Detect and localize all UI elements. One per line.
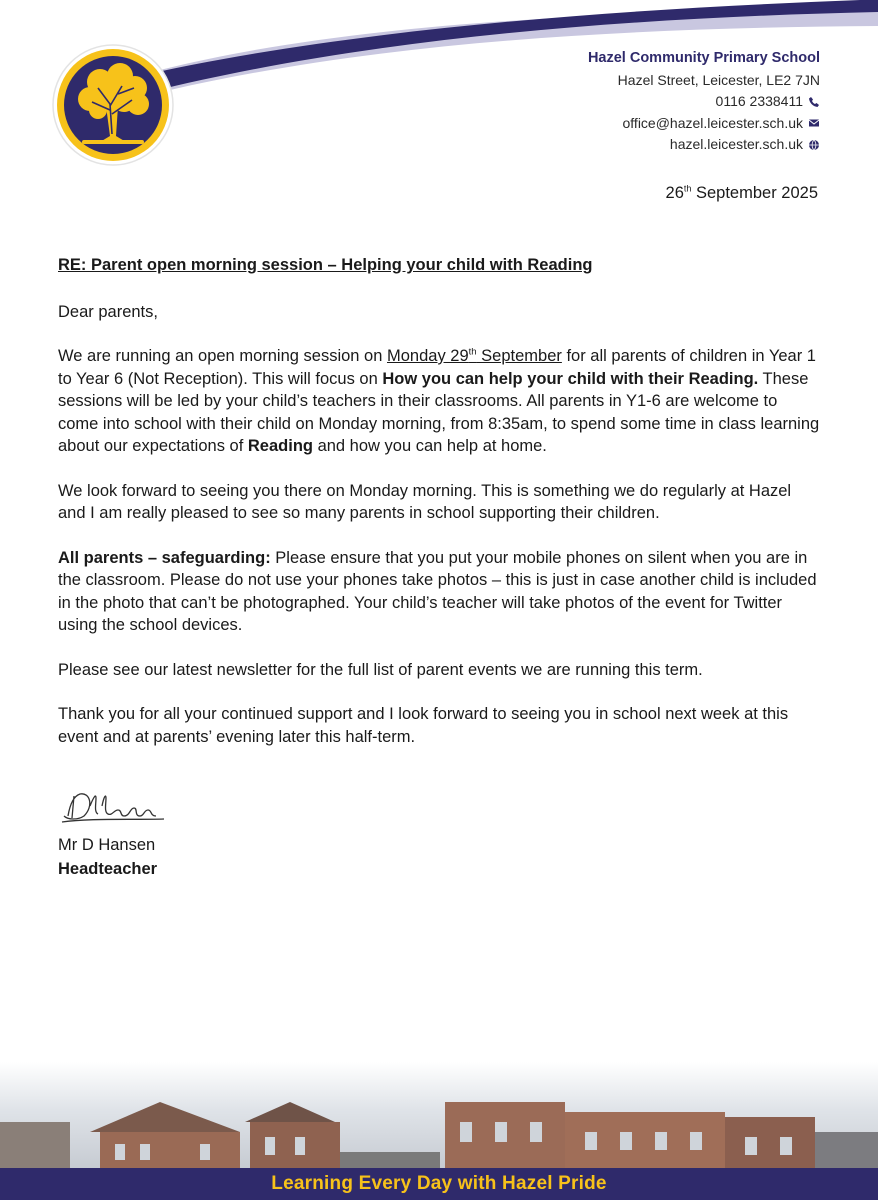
letter-date: 26th September 2025 [665,183,818,202]
signer-name: Mr D Hansen [58,836,156,854]
paragraph-thank-you: Thank you for all your continued support and I look forward to seeing you in school next week at this event and at parents’ evening later this half-term. [58,705,789,746]
letter-signoff [58,833,157,881]
handwritten-signature [60,786,170,830]
tree-logo-icon [52,44,174,166]
letter-subject: RE: Parent open morning session – Helping your child with Reading [58,256,593,274]
school-name: Hazel Community Primary School [587,50,820,66]
letter-body [58,254,822,770]
signer-title: Headteacher [58,860,158,878]
school-website[interactable]: hazel.leicester.sch.uk [669,136,803,152]
event-date: Monday 29th September [387,346,562,365]
paragraph-open-morning: We are running an open morning session on Monday 29th September for all parents of children in Year 1 to Year 6 (Not Reception). This will focus on How you can help your child with their Reading. These sessions will be led by your child’s teachers in their classrooms. All parents in Y1-6 are welcome to come into school with their child on Monday morning, from 8:35am, to spend some time in class learning about our expectations of Reading and how you can help at home. [58,346,820,455]
globe-icon [808,139,820,151]
paragraph-look-forward: We look forward to seeing you there on Monday morning. This is something we do regularly at Hazel and I am really pleased to see so many parents in school supporting their children. [58,481,792,522]
school-address: Hazel Street, Leicester, LE2 7JN [617,71,820,88]
paragraph-newsletter: Please see our latest newsletter for the full list of parent events we are running this term. [58,660,703,679]
envelope-icon [808,117,820,129]
school-contact-block [588,48,820,156]
paragraph-safeguarding: All parents – safeguarding: Please ensure that you put your mobile phones on silent when you are in the classroom. Please do not use your phones take photos – this is just in case another child is included in the photo that can’t be photographed. Your child’s teacher will take photos of the event for Twitter using the school devices. [58,548,817,634]
phone-icon [808,96,820,108]
school-phone[interactable]: 0116 2338411 [715,93,803,109]
footer-tagline-bar [0,1168,878,1200]
footer-tagline: Learning Every Day with Hazel Pride [271,1173,607,1194]
salutation: Dear parents, [58,302,158,321]
school-email[interactable]: office@hazel.leicester.sch.uk [622,114,803,131]
